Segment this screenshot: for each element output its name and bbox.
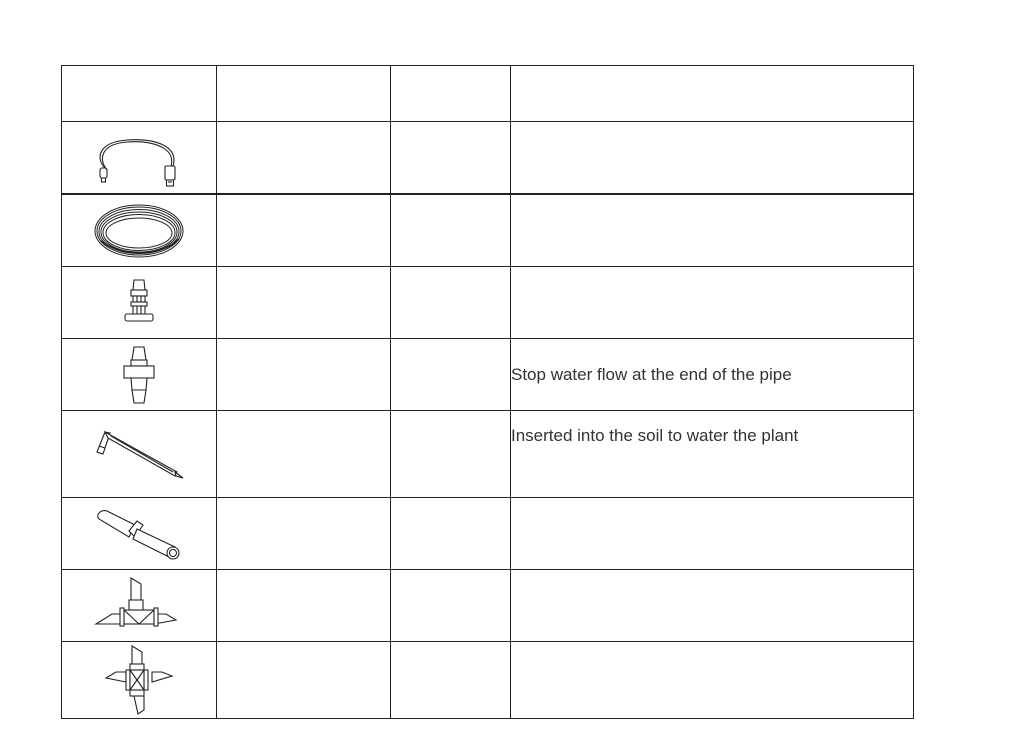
picture-cell — [62, 339, 217, 411]
description-cell: Inserted into the soil to water the plant — [511, 411, 914, 498]
picture-cell — [62, 642, 217, 719]
description-cell — [511, 498, 914, 570]
drip-stake-icon — [91, 424, 187, 484]
table-row — [62, 498, 914, 570]
quantity-cell — [391, 642, 511, 719]
picture-cell — [62, 498, 217, 570]
quantity-cell — [391, 122, 511, 195]
description-cell — [511, 122, 914, 195]
header-cell-quantity — [391, 66, 511, 122]
quantity-cell — [391, 570, 511, 642]
picture-cell — [62, 122, 217, 195]
table-row — [62, 267, 914, 339]
table-row — [62, 194, 914, 267]
quantity-cell — [391, 411, 511, 498]
usb-cable-icon — [91, 128, 187, 188]
tee-connector-icon — [94, 574, 184, 638]
description-cell — [511, 267, 914, 339]
description-cell: Stop water flow at the end of the pipe — [511, 339, 914, 411]
straight-connector-icon — [91, 507, 187, 561]
quantity-cell — [391, 194, 511, 267]
table-row — [62, 122, 914, 195]
name-cell — [217, 122, 391, 195]
table-row — [62, 570, 914, 642]
cross-connector-icon — [104, 644, 174, 716]
pipe-plug-icon — [119, 276, 159, 330]
table-row — [62, 411, 914, 498]
picture-cell — [62, 570, 217, 642]
end-stopper-icon — [119, 344, 159, 406]
description-cell — [511, 194, 914, 267]
table-row — [62, 642, 914, 719]
table-header-row — [62, 66, 914, 122]
quantity-cell — [391, 339, 511, 411]
quantity-cell — [391, 267, 511, 339]
name-cell — [217, 570, 391, 642]
picture-cell — [62, 267, 217, 339]
name-cell — [217, 194, 391, 267]
description-cell — [511, 642, 914, 719]
picture-cell — [62, 194, 217, 267]
picture-cell — [62, 411, 217, 498]
name-cell — [217, 411, 391, 498]
name-cell — [217, 498, 391, 570]
coiled-tube-icon — [91, 199, 187, 263]
description-cell — [511, 570, 914, 642]
quantity-cell — [391, 498, 511, 570]
table-row — [62, 339, 914, 411]
name-cell — [217, 642, 391, 719]
header-cell-name — [217, 66, 391, 122]
name-cell — [217, 339, 391, 411]
header-cell-picture — [62, 66, 217, 122]
header-cell-description — [511, 66, 914, 122]
name-cell — [217, 267, 391, 339]
parts-table — [61, 65, 914, 719]
